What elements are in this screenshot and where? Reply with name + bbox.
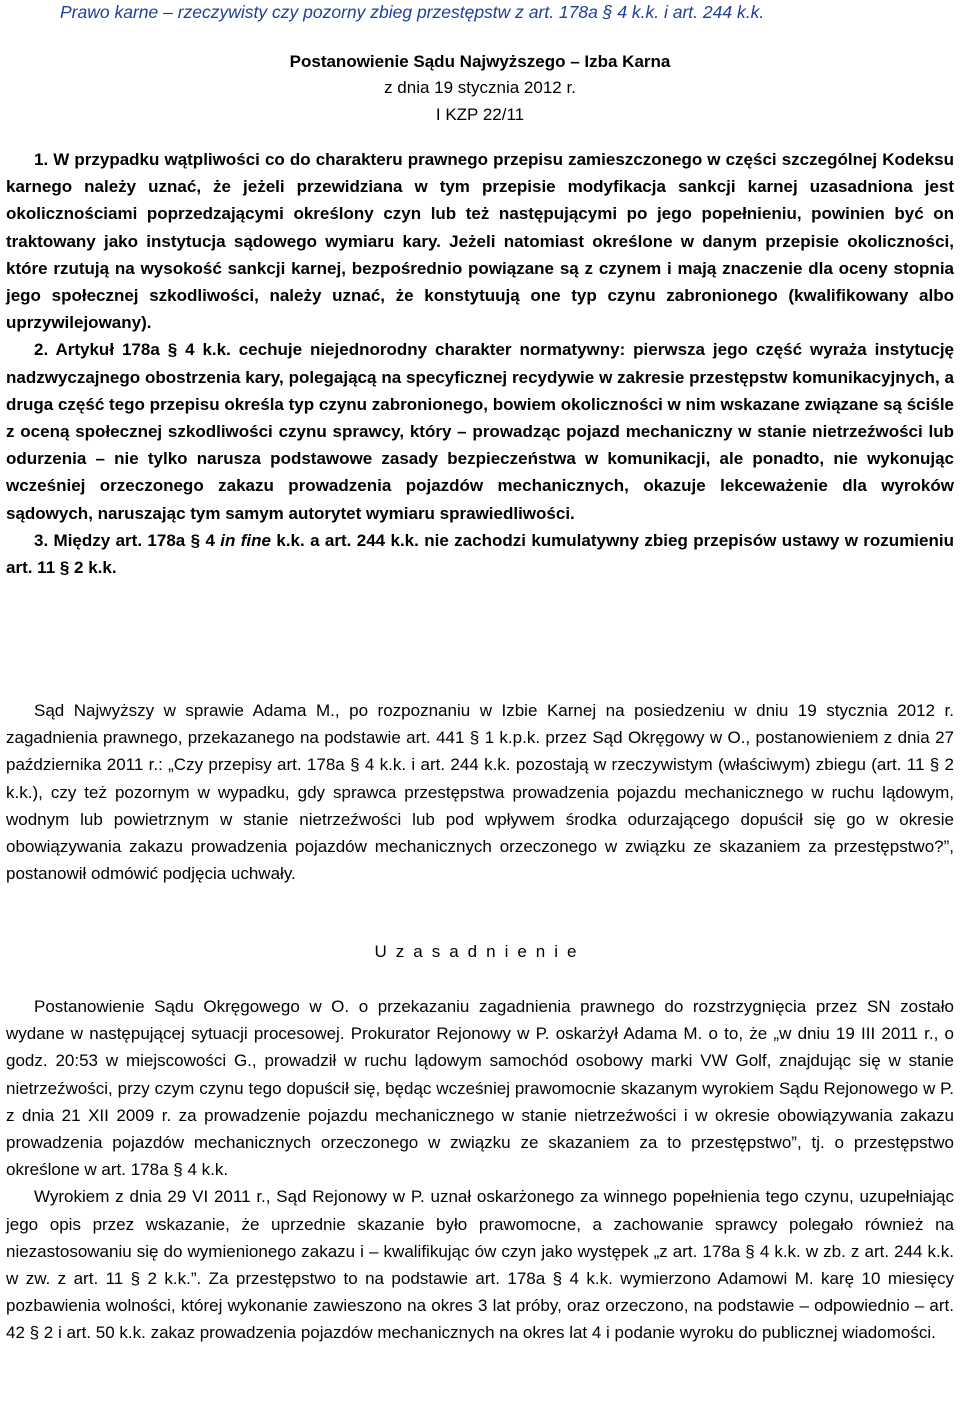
- reasons-paragraph-2: Wyrokiem z dnia 29 VI 2011 r., Sąd Rejonowy w P. uznał oskarżonego za winnego popełnienia tego czynu, uzupełniając jego opis przez wskazanie, że uprzednie skazanie było prawomocne, a zachowanie sprawcy polegało również na niezastosowaniu się do wymienionego zakazu i – kwalifikując ów czyn jako występek „z art. 178a § 4 k.k. w zb. z art. 244 k.k. w zw. z art. 11 § 2 k.k.”. Za przestępstwo to na podstawie art. 178a § 4 k.k. wymierzono Adamowi M. karę 10 miesięcy pozbawienia wolności, której wykonanie zawieszono na okres 3 lat próby, oraz orzeczono, na podstawie – odpowiednio – art. 42 § 2 i art. 50 k.k. zakaz prowadzenia pojazdów mechanicznych na okres lat 4 i podanie wyroku do publicznej wiadomości.: [6, 1187, 954, 1343]
- document-title: Prawo karne – rzeczywisty czy pozorny zbieg przestępstw z art. 178a § 4 k.k. i art. 244 k.k.: [60, 2, 765, 22]
- thesis-3-italic: in fine: [220, 530, 271, 550]
- thesis-3-end: k.k. a art. 244 k.k. nie zachodzi kumulatywny zbieg przepisów ustawy w rozumieniu art. 11 § 2 k.k.: [6, 530, 954, 578]
- theses-section: [6, 146, 954, 581]
- reasons-section: [6, 993, 954, 1347]
- thesis-3: [6, 527, 954, 581]
- case-signature: I KZP 22/11: [435, 105, 525, 124]
- intro-section: [6, 697, 954, 887]
- reasons-paragraph-1: Postanowienie Sądu Okręgowego w O. o przekazaniu zagadnienia prawnego do rozstrzygnięcia przez SN zostało wydane w następującej sytuacji procesowej. Prokurator Rejonowy w P. oskarżył Adama M. o to, że „w dniu 19 III 2011 r., o godz. 20:53 w miejscowości G., prowadził w ruchu lądowym samochód osobowy marki VW Golf, znajdując się w stanie nietrzeźwości, przy czym czynu tego dopuścił się, będąc wcześniej prawomocnie skazanym wyrokiem Sądu Rejonowego w P. z dnia 21 XII 2009 r. za prowadzenie pojazdu mechanicznego w stanie nietrzeźwości i w okresie obowiązywania zakazu prowadzenia pojazdów mechanicznych orzeczonego w związku ze skazaniem za to przestępstwo”, tj. o przestępstwo określone w art. 178a § 4 k.k.: [6, 997, 954, 1180]
- thesis-3-start: 3. Między art. 178a § 4: [34, 530, 221, 550]
- court-name: Postanowienie Sądu Najwyższego – Izba Karna: [289, 52, 671, 71]
- reasons-heading: Uzasadnienie: [374, 942, 586, 961]
- intro-paragraph: Sąd Najwyższy w sprawie Adama M., po rozpoznaniu w Izbie Karnej na posiedzeniu w dniu 19 stycznia 2012 r. zagadnienia prawnego, przekazanego na podstawie art. 441 § 1 k.p.k. przez Sąd Okręgowy w O., postanowieniem z dnia 27 października 2011 r.: „Czy przepisy art. 178a § 4 k.k. i art. 244 k.k. pozostają w rzeczywistym (właściwym) zbiegu (art. 11 § 2 k.k.), czy też pozornym w wypadku, gdy sprawca przestępstwa prowadzenia pojazdu mechanicznego w ruchu lądowym, wodnym lub powietrznym w stanie nietrzeźwości lub pod wpływem środka odurzającego dopuścił się go w okresie obowiązywania zakazu prowadzenia pojazdów mechanicznych orzeczonego w związku ze skazaniem za przestępstwo?”, postanowił odmówić podjęcia uchwały.: [6, 701, 954, 884]
- ruling-date: z dnia 19 stycznia 2012 r.: [384, 78, 576, 97]
- thesis-2: 2. Artykuł 178a § 4 k.k. cechuje niejednorodny charakter normatywny: pierwsza jego część wyraża instytucję nadzwyczajnego obostrzenia kary, polegającą na specyficznej recydywie w zakresie przestępstw komunikacyjnych, a druga część tego przepisu określa typ czynu zabronionego, bowiem okoliczności w nim wskazane związane są ściśle z oceną społecznej szkodliwości czynu sprawcy, który – prowadząc pojazd mechaniczny w stanie nietrzeźwości lub odurzenia – nie tylko narusza podstawowe zasady bezpieczeństwa w komunikacji, ale ponadto, nie wykonując wcześniej orzeczonego zakazu prowadzenia pojazdów mechanicznych, okazuje lekceważenie dla wyroków sądowych, naruszając tym samym autorytet wymiaru sprawiedliwości.: [6, 340, 954, 523]
- thesis-1: 1. W przypadku wątpliwości co do charakteru prawnego przepisu zamieszczonego w części szczególnej Kodeksu karnego należy uznać, że jeżeli przewidziana w tym przepisie modyfikacja sankcji karnej uzasadniona jest okolicznościami poprzedzającymi określony czyn lub też następującymi po jego popełnieniu, powinien być on traktowany jako instytucja sądowego wymiaru kary. Jeżeli natomiast określone w danym przepisie okoliczności, które rzutują na wysokość sankcji karnej, bezpośrednio powiązane są z czynem i mają znaczenie dla oceny stopnia jego społecznej szkodliwości, należy uznać, że konstytuują one typ czynu zabronionego (kwalifikowany albo uprzywilejowany).: [6, 150, 954, 333]
